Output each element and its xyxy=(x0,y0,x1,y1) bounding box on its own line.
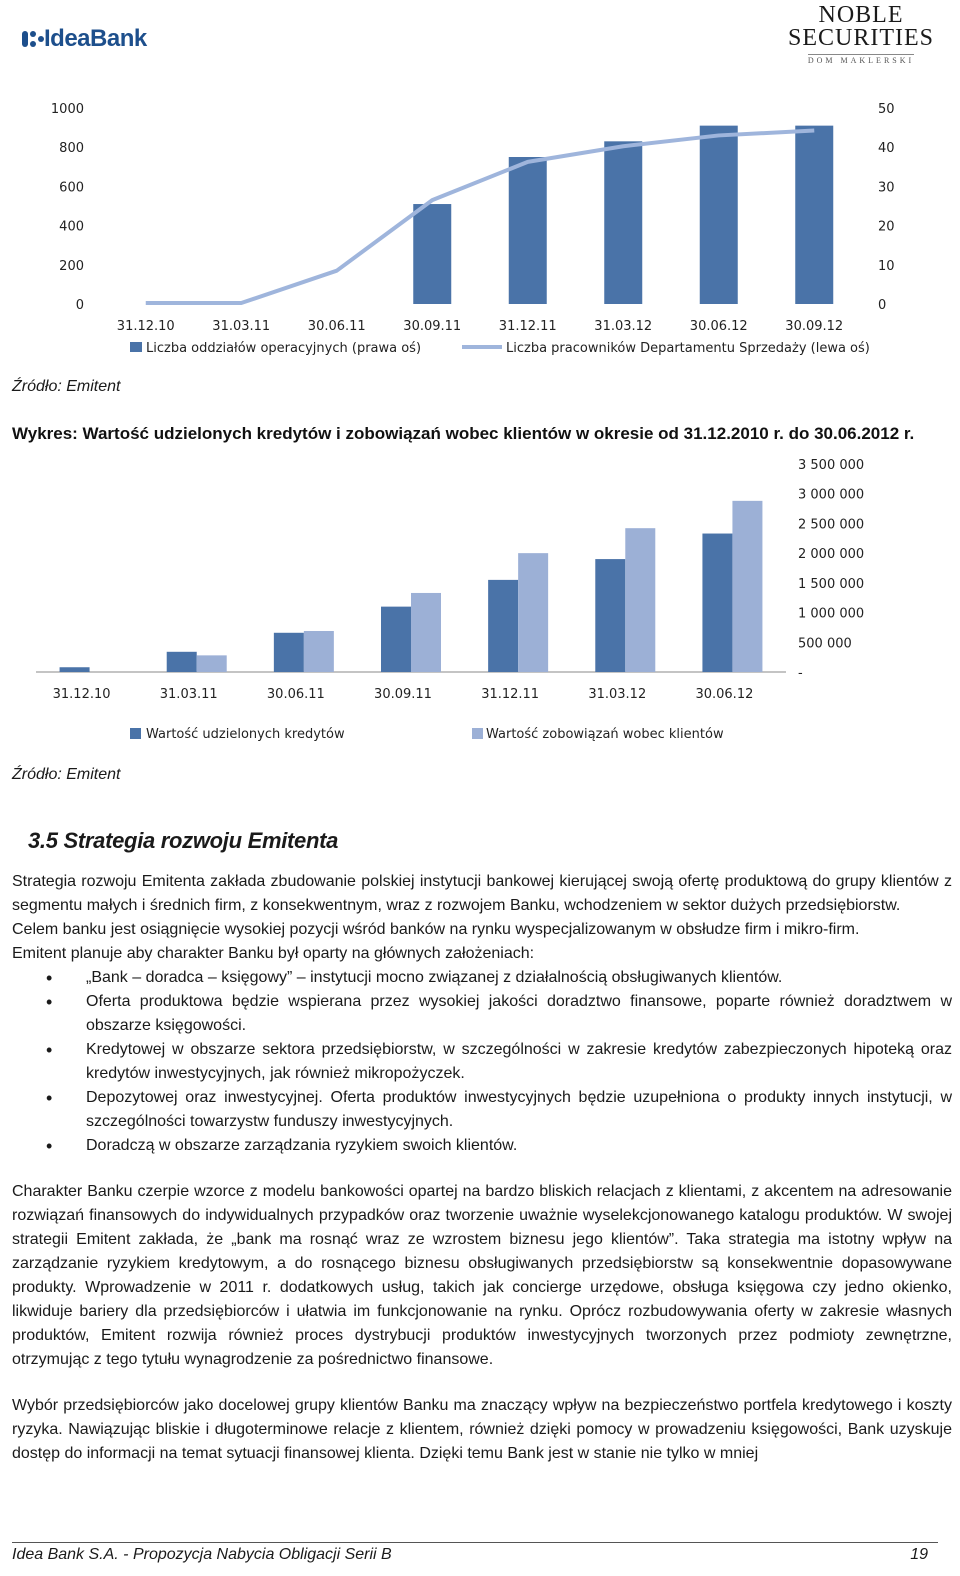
paragraph: Strategia rozwoju Emitenta zakłada zbudowanie polskiej instytucji bankowej kierującej swoją ofertę produktową do grupy klientów z segmentu małych i średnich firm, z konsekwentnym, wraz z rozwojem Banku, wchodzeniem w sektor dużych przedsiębiorstw. xyxy=(12,873,952,914)
x-tick-label: 31.03.12 xyxy=(588,687,647,702)
y-tick-left: 600 xyxy=(59,180,84,196)
y-tick-right: 10 xyxy=(878,258,895,274)
legend-swatch xyxy=(472,728,483,739)
legend-swatch-bar xyxy=(130,342,142,352)
bar xyxy=(700,126,738,304)
y-tick-right: 50 xyxy=(878,102,895,117)
bar-loans xyxy=(274,633,304,672)
y-tick-right: 3 000 000 xyxy=(798,487,865,503)
x-tick-label: 31.03.11 xyxy=(159,687,218,702)
x-tick-label: 31.12.10 xyxy=(116,319,175,334)
chart2-title: Wykres: Wartość udzielonych kredytów i zobowiązań wobec klientów w okresie od 31.12.2010 r. do 30.06.2012 r. xyxy=(12,424,915,443)
y-tick-left: 1000 xyxy=(50,102,84,117)
list-item: • Oferta produktowa będzie wspierana przez wysokiej jakości doradztwo finansowe, poparte również doradztwem w obszarze księgowości. xyxy=(12,990,952,1038)
bar-loans xyxy=(60,667,90,672)
x-tick-label: 31.12.11 xyxy=(481,687,540,702)
y-tick-right: 2 500 000 xyxy=(798,517,865,533)
bar-deposits xyxy=(625,528,655,672)
list-item: • Kredytowej w obszarze sektora przedsiębiorstw, w szczególności w zakresie kredytów zabezpieczonych hipoteką oraz kredytów inwestycyjnych, jak również mikropożyczek. xyxy=(12,1038,952,1086)
bar-deposits xyxy=(732,501,762,672)
page-number: 19 xyxy=(910,1546,928,1563)
legend-label: Wartość udzielonych kredytów xyxy=(146,727,345,742)
legend-label: Wartość zobowiązań wobec klientów xyxy=(486,727,724,742)
bar-deposits xyxy=(518,553,548,672)
paragraph: Wybór przedsiębiorców jako docelowej grupy klientów Banku ma znaczący wpływ na bezpieczeństwo portfela kredytowego i koszty ryzyka. Nawiązując bliskie i długoterminowe relacje z klientem, również dzięki pomocy w prowadzeniu księgowości, Bank uzyskuje dostęp do informacji na temat sytuacji finansowej klienta. Dzięki temu Bank jest w stanie nie tylko w mniej xyxy=(12,1397,952,1462)
bar-deposits xyxy=(197,655,227,672)
y-tick-left: 0 xyxy=(75,298,84,313)
y-tick-right: 20 xyxy=(878,219,895,235)
section-heading: 3.5 Strategia rozwoju Emitenta xyxy=(28,828,339,853)
x-tick-label: 30.09.12 xyxy=(785,319,844,334)
noble-logo-line2: SECURITIES xyxy=(787,25,934,51)
x-tick-label: 30.06.11 xyxy=(307,319,366,334)
chart-loans-deposits xyxy=(0,450,960,750)
footer-divider xyxy=(12,1542,938,1543)
noble-logo-line3: DOM MAKLERSKI xyxy=(807,56,915,65)
x-tick-label: 30.06.11 xyxy=(266,687,325,702)
paragraph: Emitent planuje aby charakter Banku był oparty na głównych założeniach: xyxy=(12,945,535,962)
legend-swatch xyxy=(130,728,141,739)
bar-loans xyxy=(488,580,518,672)
x-tick-label: 31.12.10 xyxy=(52,687,111,702)
chart-branches-employees xyxy=(0,90,960,360)
y-tick-right: 3 500 000 xyxy=(798,458,865,473)
y-tick-left: 400 xyxy=(59,219,84,235)
list-item: • Doradczą w obszarze zarządzania ryzykiem swoich klientów. xyxy=(12,1134,952,1158)
x-tick-label: 30.09.11 xyxy=(403,319,462,334)
y-tick-right: 0 xyxy=(878,298,887,313)
y-tick-right: 1 000 000 xyxy=(798,606,865,622)
footer-text: Idea Bank S.A. - Propozycja Nabycia Obligacji Serii B xyxy=(12,1546,392,1563)
chart1-source: Źródło: Emitent xyxy=(12,378,121,395)
bar-loans xyxy=(702,534,732,672)
bar-deposits xyxy=(411,593,441,672)
ideabank-logo-icon xyxy=(22,28,44,50)
bar xyxy=(604,141,642,304)
paragraph: Celem banku jest osiągnięcie wysokiej pozycji wśród banków na rynku wyspecjalizowanym w obsłudze firm i mikro-firm. xyxy=(12,921,860,938)
bar-loans xyxy=(381,607,411,672)
bullet-list xyxy=(12,966,952,1158)
y-tick-right: 40 xyxy=(878,141,895,157)
y-tick-right: 2 000 000 xyxy=(798,547,865,563)
x-tick-label: 30.06.12 xyxy=(689,319,748,334)
ideabank-logo-text: IdeaBank xyxy=(44,25,147,52)
bar-deposits xyxy=(304,631,334,672)
noble-securities-logo xyxy=(786,4,936,68)
x-tick-label: 31.03.11 xyxy=(212,319,271,334)
y-tick-left: 200 xyxy=(59,258,84,274)
y-tick-right: - xyxy=(798,666,803,681)
legend-label: Liczba pracowników Departamentu Sprzedaży (lewa oś) xyxy=(506,341,870,356)
x-tick-label: 31.03.12 xyxy=(594,319,653,334)
x-tick-label: 30.09.11 xyxy=(374,687,432,702)
legend-label: Liczba oddziałów operacyjnych (prawa oś) xyxy=(146,341,422,356)
x-tick-label: 30.06.12 xyxy=(695,687,754,702)
chart2-source: Źródło: Emitent xyxy=(12,766,121,783)
bar xyxy=(413,204,451,304)
y-tick-left: 800 xyxy=(59,141,84,157)
list-item: • „Bank – doradca – księgowy” – instytucji mocno związanej z działalnością obsługiwanych klientów. xyxy=(12,966,952,990)
paragraph: Charakter Banku czerpie wzorce z modelu bankowości opartej na bardzo bliskich relacjach z klientami, z akcentem na adresowanie rozwiązań finansowych do indywidualnych przypadków oraz tworzenie uważnie wyselekcjonowanego katalogu produktów. W swojej strategii Emitent zakłada, że „bank ma rosnąć wraz ze wzrostem biznesu jego klientów”. Taka strategia ma istotny wpływ na zarządzanie ryzykiem kredytowym, a do rosnącego biznesu obsługiwanych przedsiębiorstw są konsekwentnie dopasowywane produkty. Wprowadzenie w 2011 r. dodatkowych usług, takich jak concierge urzędowe, obsługa księgowa czy jedno okienko, likwiduje bariery dla przedsiębiorców i ułatwia im funkcjonowanie na rynku. Oprócz rozbudowywania oferty w zakresie własnych produktów, Emitent rozwija również proces dystrybucji produktów inwestycyjnych tworzonych przez podmioty zewnętrzne, otrzymując z tego tytułu wynagrodzenie za pośrednictwo finansowe. xyxy=(12,1183,952,1368)
y-tick-right: 500 000 xyxy=(798,636,852,652)
y-tick-right: 30 xyxy=(878,180,895,196)
bar xyxy=(795,126,833,304)
x-tick-label: 31.12.11 xyxy=(498,319,557,334)
noble-logo-line1: NOBLE xyxy=(818,2,904,28)
bar-loans xyxy=(595,559,625,672)
section-body xyxy=(12,870,952,1466)
bar-loans xyxy=(167,652,197,672)
y-tick-right: 1 500 000 xyxy=(798,576,865,592)
bar xyxy=(509,157,547,304)
ideabank-logo xyxy=(22,24,147,54)
list-item: • Depozytowej oraz inwestycyjnej. Oferta produktów inwestycyjnych będzie uzupełniona o produkty innych instytucji, w szczególności towarzystw funduszy inwestycyjnych. xyxy=(12,1086,952,1134)
